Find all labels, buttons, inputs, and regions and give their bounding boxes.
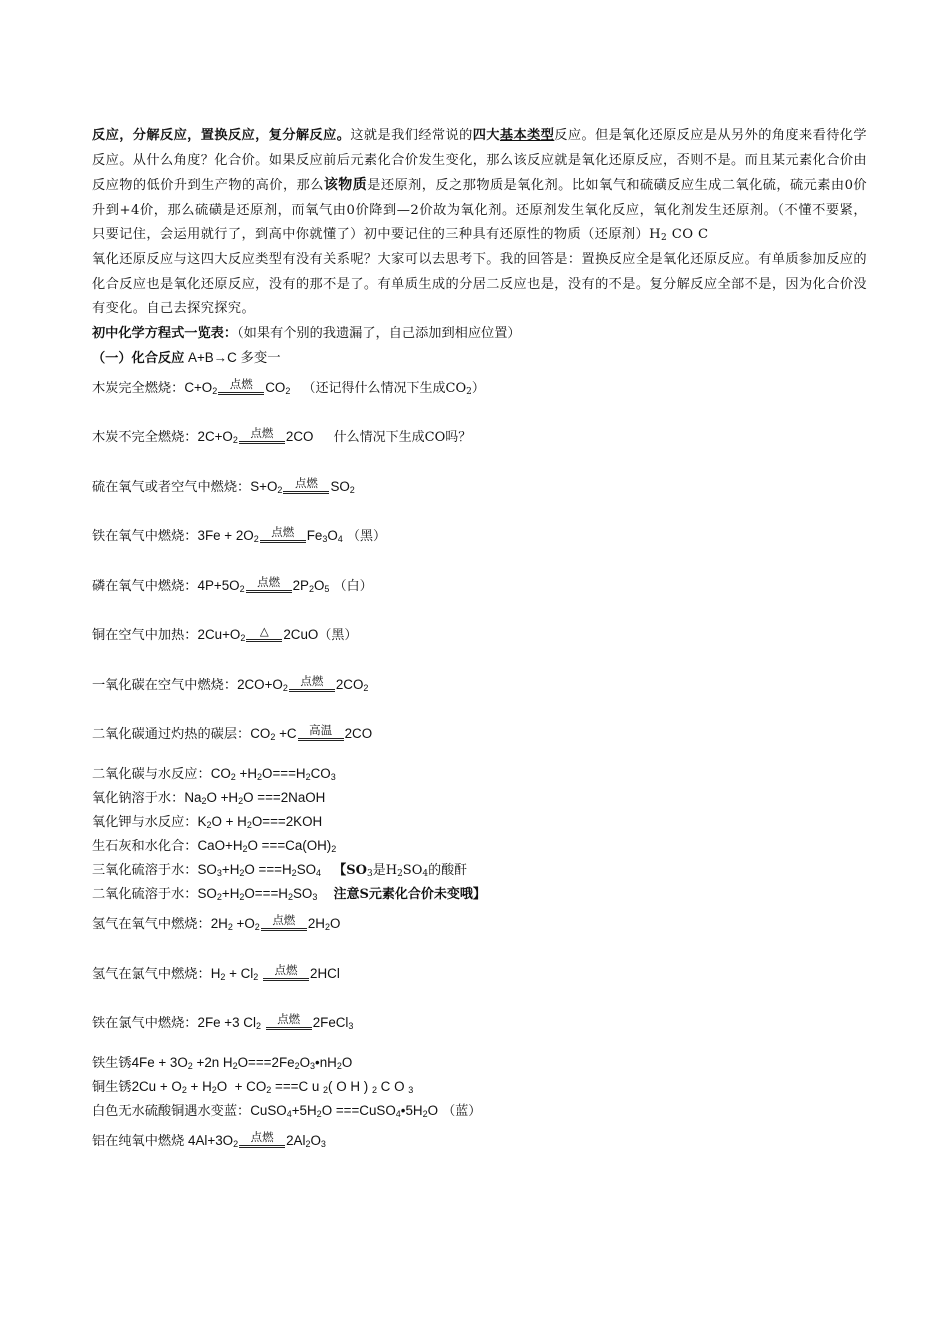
- note-text: 的酸酐: [428, 863, 468, 879]
- equation-formula: $2CO+O_2$: [237, 676, 288, 693]
- condition-ignite: 点燃: [263, 964, 309, 981]
- equation-label: 一氧化碳在空气中燃烧：: [92, 677, 238, 693]
- equation-co-burning: [92, 673, 867, 697]
- equation-formula: $S+O_2$: [250, 478, 283, 495]
- equation-so3-water: [92, 858, 867, 882]
- equation-cao-water: [92, 834, 867, 858]
- equation-formula: $3Fe + 2O_2$: [197, 528, 259, 545]
- intro-paragraph-2: 氧化还原反应与这四大反应类型有没有关系呢？大家可以去思考下。我的回答是：置换反应全是氧化还原反应。有单质参加反应的化合反应也是氧化还原反应，没有的那不是了。有单质生成的分居二反应也是，没有的不是。复分解反应全部不是，因为化合价没有变化。自己去探究探究。: [92, 251, 867, 317]
- equation-label: 铜在空气中加热：: [92, 628, 198, 644]
- equation-label: 二氧化碳通过灼热的碳层：: [92, 727, 251, 743]
- condition-ignite: 点燃: [261, 914, 307, 931]
- equation-formula: $2C+O_2$: [197, 429, 238, 446]
- equation-formula: $CO_2 +C$: [250, 726, 297, 743]
- list-heading: [92, 322, 867, 347]
- text-run: CO C: [667, 227, 709, 243]
- condition-ignite: 点燃: [260, 526, 306, 543]
- equation-copper-heating: [92, 623, 867, 647]
- equation-product: 2HCl: [310, 965, 340, 981]
- equation-formula: $CO_2 +H_2O===H_2CO_3$: [210, 766, 336, 783]
- equation-formula: $SO_2+H_2O===H_2SO_3$: [197, 886, 318, 903]
- condition-ignite: 点燃: [266, 1013, 312, 1030]
- this-substance-bold: 该物质: [323, 177, 368, 194]
- equation-product: 2CuO: [283, 627, 319, 643]
- four-major-bold: 四大: [472, 128, 500, 143]
- equation-co2-water: [92, 762, 867, 786]
- equation-product: 2FeCl$_3$: [312, 1015, 354, 1032]
- equation-so2-water: [92, 882, 867, 906]
- condition-ignite: 点燃: [246, 576, 292, 593]
- equation-note: 什么情况下生成CO吗？: [333, 430, 472, 446]
- equation-note: 注意S元素化合价未变哦】: [333, 887, 486, 903]
- equation-label: 铜生锈: [92, 1080, 132, 1096]
- equation-label: 氢气在氯气中燃烧：: [92, 966, 211, 982]
- text-run: 是还原剂，反之那物质是氧化剂。比如氧气和硫磺反应生成二氧化硫，硫元素由0价升到+4价，那么硫磺是还原剂，而氧气由0价降到—2价故为氧化剂。还原剂发生氧化反应，氧化剂发生还原剂。（不懂不要紧，只要记住，会运用就行了，到高中你就懂了）初中要记住的三种具有还原性的物质（还原剂）H: [92, 178, 867, 243]
- note-text: SO: [402, 863, 423, 879]
- equation-label: 硫在氧气或者空气中燃烧：: [92, 479, 251, 495]
- equation-hydrogen-chlorine: [92, 962, 867, 986]
- equation-na2o-water: [92, 786, 867, 810]
- equation-note: （还记得什么情况下生成$CO_2$）: [302, 380, 485, 397]
- equation-iron-rust: [92, 1051, 867, 1075]
- list-title: 初中化学方程式一览表：: [92, 325, 238, 341]
- equation-copper-sulfate-water: [92, 1099, 867, 1123]
- equation-iron-burning: [92, 524, 867, 548]
- equation-label: 铁在氯气中燃烧：: [92, 1016, 198, 1032]
- equation-formula: 2Fe +3 $Cl_2$: [197, 1015, 261, 1032]
- basic-types-underlined: 基本类型: [499, 128, 555, 143]
- equation-label: 二氧化碳与水反应：: [92, 767, 211, 783]
- intro-paragraph-1: [92, 124, 867, 248]
- equation-label: 氧化钾与水反应：: [92, 815, 198, 831]
- document-page: [92, 124, 867, 1153]
- note-text: 【SO: [333, 863, 367, 879]
- text-run: 反应。但是氧化还原反应是从另外的角度来看待化学反应。从什么角度？化合价。如果反应前后元素化合价发生变化，那么该反应就是氧化还原反应，否则不是。而且某元素化合价由反应物的低价升到生产物的高价，那么: [92, 128, 867, 194]
- equation-product: $2Al_2O_3$: [286, 1133, 326, 1150]
- equation-label: 生石灰和水化合：: [92, 839, 198, 855]
- equation-label: 铝在纯氧中燃烧: [92, 1134, 185, 1150]
- section-formula: A+B→C 多变一: [184, 350, 281, 366]
- equation-label: 三氧化硫溶于水：: [92, 863, 198, 879]
- equation-label: 铁生锈: [92, 1056, 132, 1072]
- equation-formula: $2Cu + O_2 + H_2O + CO_2 ===C$ u $_2$( O H ) $_2$ C O $_3$: [131, 1079, 414, 1096]
- list-note: （如果有个别的我遗漏了，自己添加到相应位置）: [237, 325, 521, 341]
- equation-note: 【$SO_3$是$H_2SO_4$的酸酐: [333, 863, 468, 880]
- equation-label: 磷在氧气中燃烧：: [92, 578, 198, 594]
- equation-sulfur-burning: [92, 475, 867, 499]
- condition-ignite: 点燃: [239, 427, 285, 444]
- equation-co2-carbon: [92, 722, 867, 746]
- equation-formula: $Na_2O +H_2O$ ===2NaOH: [184, 790, 326, 807]
- equation-charcoal-complete: [92, 376, 867, 400]
- condition-ignite: 点燃: [283, 477, 329, 494]
- equation-formula: $SO_3+H_2O ===H_2SO_4$: [197, 862, 322, 879]
- text-run: 这就是我们经常说的: [350, 128, 473, 143]
- equation-label: 氢气在氧气中燃烧：: [92, 917, 211, 933]
- subscript: 2: [660, 233, 668, 244]
- equation-product: $2H_2O$: [307, 916, 341, 933]
- equation-formula: $4P+5O_2$: [197, 577, 245, 594]
- condition-ignite: 点燃: [239, 1131, 285, 1148]
- equation-label: 白色无水硫酸铜遇水变蓝：: [92, 1104, 251, 1120]
- section-heading-combination: [92, 346, 867, 372]
- equation-formula: $CaO+H_2O ===Ca(OH)_2$: [197, 838, 337, 855]
- condition-ignite: 点燃: [218, 378, 264, 395]
- note-text: （还记得什么情况下生成CO: [302, 380, 467, 396]
- equation-label: 铁在氧气中燃烧：: [92, 529, 198, 545]
- equation-label: 二氧化硫溶于水：: [92, 887, 198, 903]
- equation-formula: $CuSO_4+5H_2O$ $===CuSO_4•5H_2O$: [250, 1103, 439, 1120]
- equation-product: $CO_2$: [265, 379, 291, 396]
- note-text-end: ）: [471, 380, 485, 396]
- equation-phosphorus-burning: [92, 574, 867, 598]
- equation-product: $2P_2O_5$: [292, 577, 330, 594]
- equation-note: （黑）: [318, 628, 358, 644]
- equation-aluminum-oxygen: [92, 1129, 867, 1153]
- equation-k2o-water: [92, 810, 867, 834]
- note-text: 是H: [372, 863, 398, 879]
- equation-product: $2CO_2$: [335, 676, 369, 693]
- reaction-types-bold: 反应，分解反应，置换反应，复分解反应。: [92, 128, 351, 143]
- equation-product: 2CO: [285, 429, 314, 445]
- condition-high-temp: 高温: [298, 724, 344, 741]
- equation-product: $SO_2$: [330, 478, 355, 495]
- equation-label: 木炭完全燃烧：: [92, 380, 185, 396]
- equation-note: （黑）: [347, 529, 387, 545]
- equation-formula: $C+O_2$: [184, 379, 218, 396]
- equation-iron-chlorine: [92, 1011, 867, 1035]
- equation-formula: $H_2 + Cl_2$: [210, 965, 259, 982]
- section-title: （一）化合反应: [92, 351, 185, 367]
- equation-formula: $4Fe + 3O_2 +2n$ $H_2O===2Fe_2O_3•nH_2O$: [131, 1055, 353, 1072]
- equation-note: （蓝）: [442, 1104, 482, 1120]
- condition-heat: △: [246, 625, 282, 642]
- equation-note: （白）: [333, 578, 373, 594]
- equation-label: 木炭不完全燃烧：: [92, 430, 198, 446]
- equation-product: $Fe_3O_4$: [306, 528, 343, 545]
- equation-formula: $2Cu+O_2$: [197, 627, 246, 644]
- equation-formula: $K_2O + H_2O===2KOH$: [197, 814, 323, 831]
- equation-product: 2CO: [344, 726, 373, 742]
- equation-hydrogen-oxygen: [92, 912, 867, 936]
- equation-formula: $2H_2 +O_2$: [210, 916, 260, 933]
- equation-formula: $4Al+3O_2$: [184, 1133, 239, 1150]
- equation-charcoal-incomplete: [92, 425, 867, 449]
- equation-copper-rust: [92, 1075, 867, 1099]
- equation-label: 氧化钠溶于水：: [92, 791, 185, 807]
- condition-ignite: 点燃: [289, 675, 335, 692]
